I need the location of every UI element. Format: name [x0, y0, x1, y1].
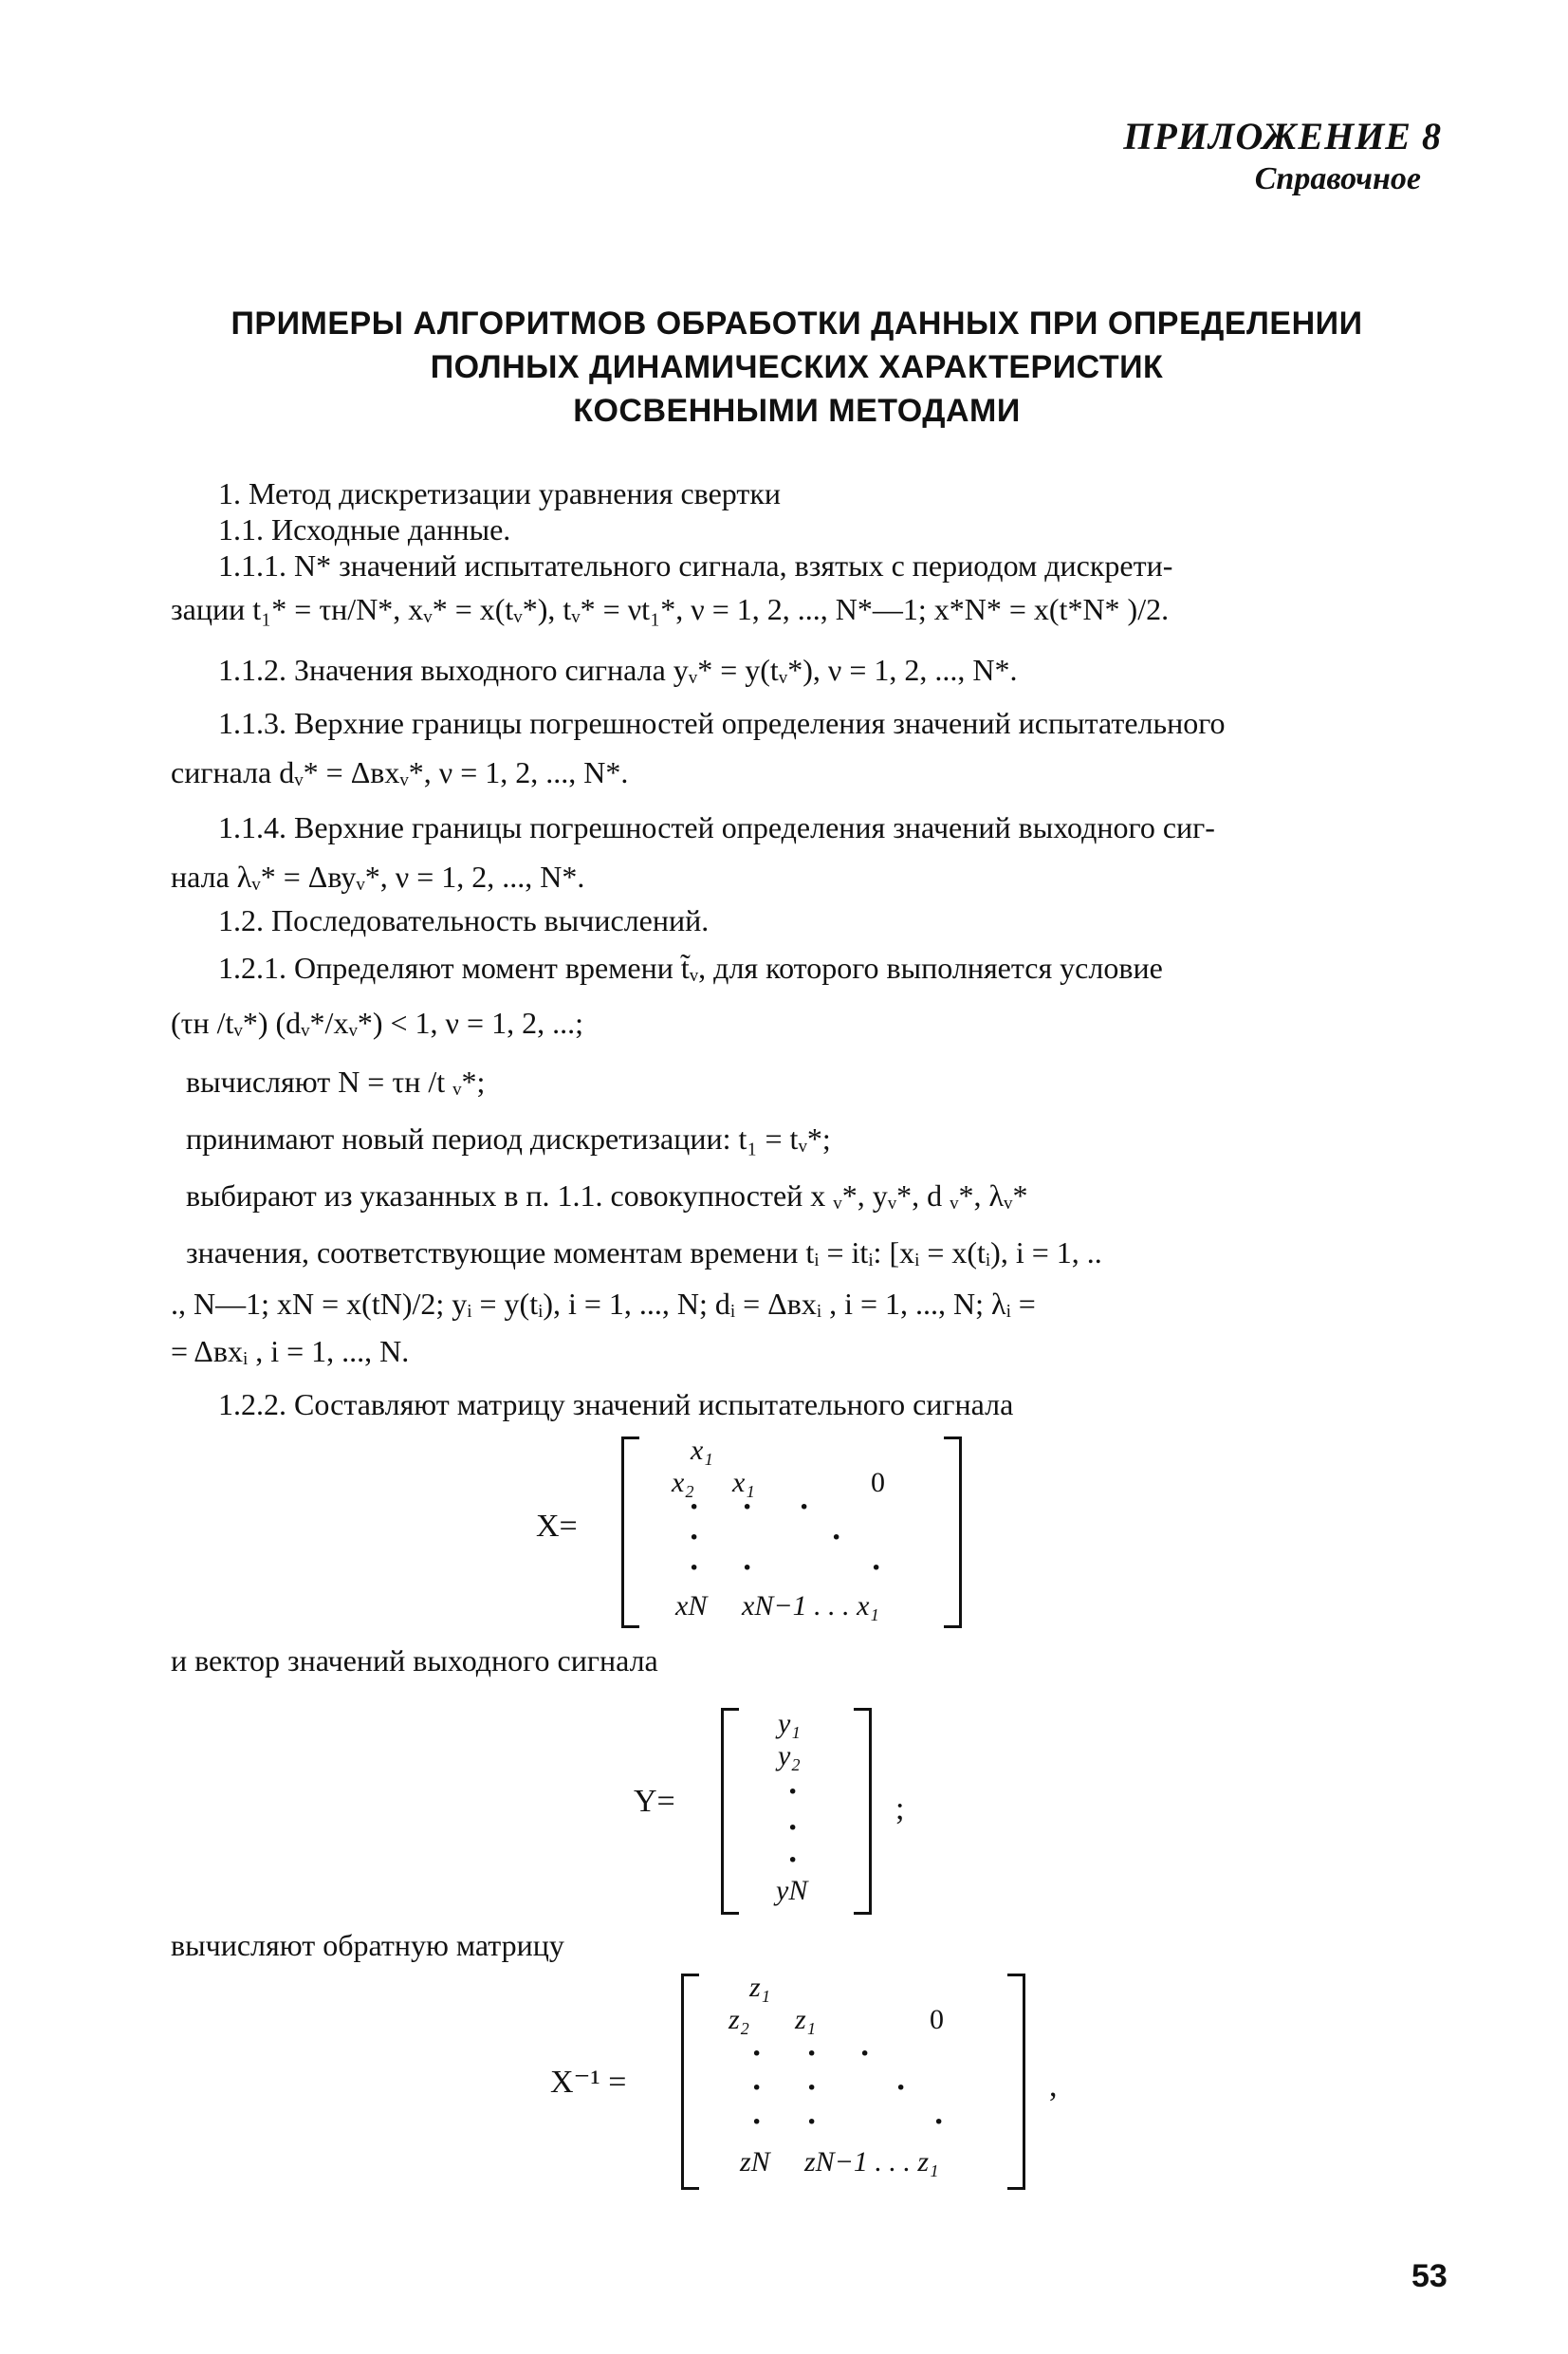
- paragraph-1-2-1-condition: (τн /tᵥ*) (dᵥ*/xᵥ*) < 1, ν = 1, 2, ...;: [171, 1006, 583, 1040]
- paragraph-1-2-1-line1: 1.2.1. Определяют момент времени t̃ᵥ, для которого выполняется условие: [218, 951, 1163, 985]
- matrix-x-cell-last-a: xN: [675, 1590, 708, 1622]
- matrix-xinv-dot: ·: [806, 2104, 818, 2140]
- matrix-x-dot: ·: [742, 1490, 753, 1525]
- matrix-xinv-cell-r2b: z₁: [795, 2004, 817, 2035]
- matrix-x-cell-r2b: x₁: [732, 1467, 755, 1498]
- matrix-xinv-zero: 0: [930, 2004, 944, 2035]
- matrix-xinv-dot: ·: [751, 2070, 763, 2105]
- section-1-2-heading: 1.2. Последовательность вычислений.: [218, 903, 710, 937]
- paragraph-1-2-1-values-line3: = Δвхᵢ , i = 1, ..., N.: [171, 1334, 410, 1368]
- paragraph-1-1-3-line1: 1.1.3. Верхние границы погрешностей определения значений испытательного: [218, 706, 1226, 740]
- section-1-1-heading: 1.1. Исходные данные.: [218, 512, 511, 547]
- matrix-xinv-dot: ·: [806, 2070, 818, 2105]
- paragraph-1-1-1-line2: зации t₁* = τн/N*, xᵥ* = x(tᵥ*), tᵥ* = νt₁*, ν = 1, 2, ..., N*—1; x*N* = x(t*N* )/2.: [171, 592, 1170, 626]
- matrix-xinv-label: X⁻¹ =: [550, 2065, 627, 2100]
- section-1-heading: 1. Метод дискретизации уравнения свертки: [218, 476, 782, 510]
- paragraph-1-2-1-values-line1: значения, соответствующие моментам времени tᵢ = itᵢ: [xᵢ = x(tᵢ), i = 1, ..: [186, 1235, 1102, 1270]
- matrix-x-dot: ·: [831, 1520, 842, 1555]
- matrix-xinv-right-bracket: [1007, 1974, 1025, 2190]
- matrix-x-dot: ·: [689, 1550, 700, 1585]
- matrix-x-cell-last-b: xN−1 . . . x₁: [742, 1590, 879, 1622]
- matrix-y-dot: ·: [787, 1774, 799, 1809]
- paragraph-1-2-1-compute-n: вычисляют N = τн /t ᵥ*;: [186, 1065, 486, 1099]
- title-line-3: КОСВЕННЫМИ МЕТОДАМИ: [573, 393, 1021, 429]
- matrix-y-cell-r1: y₁: [778, 1708, 801, 1739]
- document-title: [152, 302, 1442, 433]
- matrix-xinv-dot: ·: [806, 2036, 818, 2071]
- matrix-x-dot: ·: [871, 1550, 882, 1585]
- matrix-xinv-cell-r2a: z₂: [729, 2004, 750, 2035]
- matrix-xinv-cell-last-b: zN−1 . . . z₁: [804, 2146, 939, 2178]
- matrix-xinv-suffix: ,: [1049, 2068, 1058, 2104]
- matrix-x-cell-r1: x₁: [691, 1435, 713, 1466]
- matrix-x-cell-r2a: x₂: [672, 1467, 694, 1498]
- matrix-xinv-cell-r1: z₁: [749, 1972, 771, 2003]
- matrix-xinv-dot: ·: [751, 2104, 763, 2140]
- paragraph-1-2-1-values-line2: ., N—1; xN = x(tN)/2; yᵢ = y(tᵢ), i = 1, ..., N; dᵢ = Δвхᵢ , i = 1, ..., N; λᵢ =: [171, 1287, 1036, 1321]
- paragraph-1-1-4-line1: 1.1.4. Верхние границы погрешностей определения значений выходного сиг-: [218, 810, 1215, 844]
- paragraph-1-1-3-line2: сигнала dᵥ* = Δвхᵥ*, ν = 1, 2, ..., N*.: [171, 755, 629, 789]
- paragraph-1-1-1-line1: 1.1.1. N* значений испытательного сигнала, взятых с периодом дискрети-: [218, 548, 1173, 583]
- matrix-x-left-bracket: [621, 1436, 639, 1628]
- matrix-y-dot: ·: [787, 1810, 799, 1845]
- matrix-x-dot: ·: [689, 1520, 700, 1555]
- appendix-heading: ПРИЛОЖЕНИЕ 8: [1123, 115, 1442, 158]
- matrix-y-cell-r2: y₂: [778, 1740, 801, 1771]
- matrix-y-left-bracket: [721, 1708, 739, 1915]
- vector-intro: и вектор значений выходного сигнала: [171, 1643, 658, 1677]
- matrix-x-dot: ·: [689, 1490, 700, 1525]
- title-line-1: ПРИМЕРЫ АЛГОРИТМОВ ОБРАБОТКИ ДАННЫХ ПРИ ОПРЕДЕЛЕНИИ: [231, 306, 1363, 342]
- matrix-xinv-dot: ·: [751, 2036, 763, 2071]
- matrix-y-suffix: ;: [895, 1791, 905, 1826]
- paragraph-1-2-1-select: выбирают из указанных в п. 1.1. совокупностей x ᵥ*, yᵥ*, d ᵥ*, λᵥ*: [186, 1178, 1028, 1213]
- appendix-type: Справочное: [1254, 161, 1421, 196]
- matrix-xinv-dot: ·: [859, 2036, 871, 2071]
- page-number: 53: [1411, 2258, 1448, 2294]
- matrix-x-label: X=: [536, 1509, 578, 1544]
- matrix-x-right-bracket: [944, 1436, 962, 1628]
- matrix-xinv-dot: ·: [895, 2070, 907, 2105]
- paragraph-1-2-1-new-period: принимают новый период дискретизации: t₁ = tᵥ*;: [186, 1121, 831, 1156]
- matrix-xinv-cell-last-a: zN: [740, 2146, 770, 2178]
- matrix-y-right-bracket: [854, 1708, 872, 1915]
- matrix-x-dot: ·: [799, 1490, 810, 1525]
- matrix-y-dot: ·: [787, 1843, 799, 1878]
- matrix-xinv-left-bracket: [681, 1974, 699, 2190]
- title-line-2: ПОЛНЫХ ДИНАМИЧЕСКИХ ХАРАКТЕРИСТИК: [430, 349, 1164, 385]
- paragraph-1-1-4-line2: нала λᵥ* = Δвуᵥ*, ν = 1, 2, ..., N*.: [171, 860, 585, 894]
- matrix-y-label: Y=: [634, 1784, 675, 1819]
- paragraph-1-1-2: 1.1.2. Значения выходного сигнала yᵥ* = y(tᵥ*), ν = 1, 2, ..., N*.: [218, 653, 1018, 687]
- paragraph-1-2-2: 1.2.2. Составляют матрицу значений испытательного сигнала: [218, 1387, 1014, 1421]
- matrix-y-cell-last: yN: [776, 1875, 808, 1906]
- matrix-xinv-dot: ·: [933, 2104, 945, 2140]
- inverse-intro: вычисляют обратную матрицу: [171, 1928, 564, 1962]
- matrix-x-zero: 0: [871, 1467, 885, 1498]
- matrix-x-dot: ·: [742, 1550, 753, 1585]
